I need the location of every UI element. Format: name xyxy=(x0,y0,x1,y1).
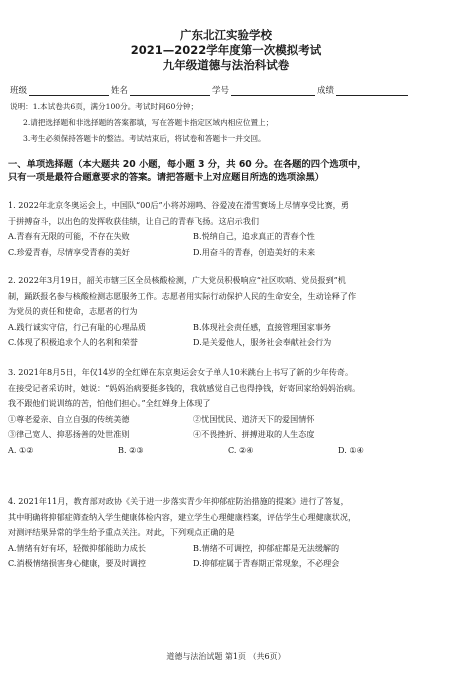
question-stem-line: 3. 2021年8月5日，年仅14岁的全红婵在东京奥运会女子单人10米跳台上书写了新的少年传奇。 xyxy=(8,367,354,377)
option-c[interactable]: C. ②④ xyxy=(228,444,254,455)
statement-1: ①尊老爱亲、自立自强的传统美德 xyxy=(8,413,130,424)
question-stem-line: 2. 2022年3月19日，韶关市辖三区全员核酸检测，广大党员积极响应“社区吹哨、党员报到”机 xyxy=(8,275,346,285)
option-c[interactable]: C.珍爱青春，尽情享受青春的美好 xyxy=(8,246,130,257)
option-d[interactable]: D.用奋斗的青春，创造美好的未来 xyxy=(193,246,316,257)
question-stem-line: 1. 2022年北京冬奥运会上，中国队“00后”小将苏翊鸣、谷爱凌在滑雪赛场上尽情享受比赛，勇 xyxy=(8,200,349,210)
instruction-line-3: 3.考生必须保持答题卡的整洁。考试结束后，将试卷和答题卡一并交回。 xyxy=(23,134,266,143)
question-stem-line: 在接受记者采访时，她说：“妈妈治病要挺多钱的，我就感觉自己也得挣钱，好寄回家给妈妈治病。 xyxy=(8,382,361,393)
option-list xyxy=(8,443,446,459)
option-d[interactable]: D. ①④ xyxy=(338,444,364,455)
option-list xyxy=(8,320,446,351)
statement-2: ②忧国忧民、道济天下的爱国情怀 xyxy=(193,413,315,424)
question-3 xyxy=(8,365,446,458)
option-a[interactable]: A.践行诚实守信，行己有耻的心理品质 xyxy=(8,321,146,332)
section-heading-line-2: 只有一项是最符合题意要求的答案。请把答题卡上对应题目所选的选项涂黑） xyxy=(8,172,325,183)
instruction-line-1: 说明：1.本试卷共6页，满分100分。考试时间60分钟； xyxy=(10,102,199,111)
name-label: 姓名 xyxy=(111,86,129,96)
option-d[interactable]: D.是关爱他人，服务社会奉献社会行为 xyxy=(193,337,332,347)
option-a[interactable]: A.青春有无限的可能，不存在失败 xyxy=(8,231,130,241)
option-b[interactable]: B.体现社会责任感，直接管理国家事务 xyxy=(193,321,332,332)
question-4 xyxy=(8,494,446,572)
question-stem-line: 其中明确将抑郁症筛查纳入学生健康体检内容，建立学生心理健康档案，评估学生心理健康状况， xyxy=(8,511,357,522)
question-stem-line: 对测评结果异常的学生给予重点关注。对此，下列观点正确的是 xyxy=(8,527,235,537)
option-list xyxy=(8,541,446,572)
option-a[interactable]: A.情绪有好有坏，轻微抑郁能助力成长 xyxy=(8,542,146,553)
section-heading xyxy=(8,158,446,184)
subject-title: 九年级道德与法治科试卷 xyxy=(162,58,290,72)
instructions xyxy=(10,99,444,147)
option-b[interactable]: B.情绪不可调控，抑郁症都是无法缓解的 xyxy=(193,542,340,553)
student-info-row xyxy=(10,84,444,96)
id-label: 学号 xyxy=(212,86,230,96)
question-stem-line: 我不跟他们说训练的苦，怕他们担心。”全红婵身上体现了 xyxy=(8,398,211,408)
option-d[interactable]: D.抑郁症属于青春期正常现象，不必理会 xyxy=(193,558,340,568)
exam-title: 2021—2022学年度第一次模拟考试 xyxy=(130,43,322,57)
score-label: 成绩 xyxy=(317,86,335,96)
statement-3: ③律己宽人、抑恶扬善的处世准则 xyxy=(8,429,130,439)
question-2 xyxy=(8,273,446,351)
exam-header xyxy=(0,28,452,73)
option-b[interactable]: B. ②③ xyxy=(118,444,144,455)
option-c[interactable]: C.体现了积极追求个人的名利和荣誉 xyxy=(8,337,138,347)
school-name: 广东北江实验学校 xyxy=(180,28,272,42)
class-field[interactable] xyxy=(29,86,109,96)
question-stem-line: 制，踊跃报名参与核酸检测志愿服务工作。志愿者用实际行动保护人民的生命安全，生动诠释了作 xyxy=(8,290,357,301)
statement-list xyxy=(8,412,446,443)
statement-4: ④不畏挫折、拼搏进取的人生态度 xyxy=(193,429,315,439)
option-b[interactable]: B.悦纳自己，追求真正的青春个性 xyxy=(193,231,315,241)
section-heading-line-1: 一、单项选择题（本大题共 20 小题，每小题 3 分，共 60 分。在各题的四个选项中， xyxy=(8,159,367,170)
score-field[interactable] xyxy=(336,86,408,96)
instruction-line-2: 2.请把选择题和非选择题的答案都填，写在答题卡指定区域内相应位置上； xyxy=(23,118,274,127)
option-a[interactable]: A. ①② xyxy=(8,444,34,455)
name-field[interactable] xyxy=(130,86,210,96)
question-1 xyxy=(8,198,446,260)
option-list xyxy=(8,229,446,260)
question-stem-line: 于拼搏奋斗，以出色的发挥收获佳绩，让自己的青春飞扬。这启示我们 xyxy=(8,215,259,226)
question-stem-line: 为党员的责任和使命，志愿者的行为 xyxy=(8,306,138,316)
page-footer: 道德与法治试题 第1页 （共6页） xyxy=(166,652,286,661)
student-id-field[interactable] xyxy=(231,86,315,96)
class-label: 班级 xyxy=(10,86,28,96)
option-c[interactable]: C.消极情绪损害身心健康，要及时调控 xyxy=(8,558,146,568)
question-stem-line: 4. 2021年11月，教育部对政协《关于进一步落实青少年抑郁症防治措施的提案》进行了答复， xyxy=(8,496,349,506)
